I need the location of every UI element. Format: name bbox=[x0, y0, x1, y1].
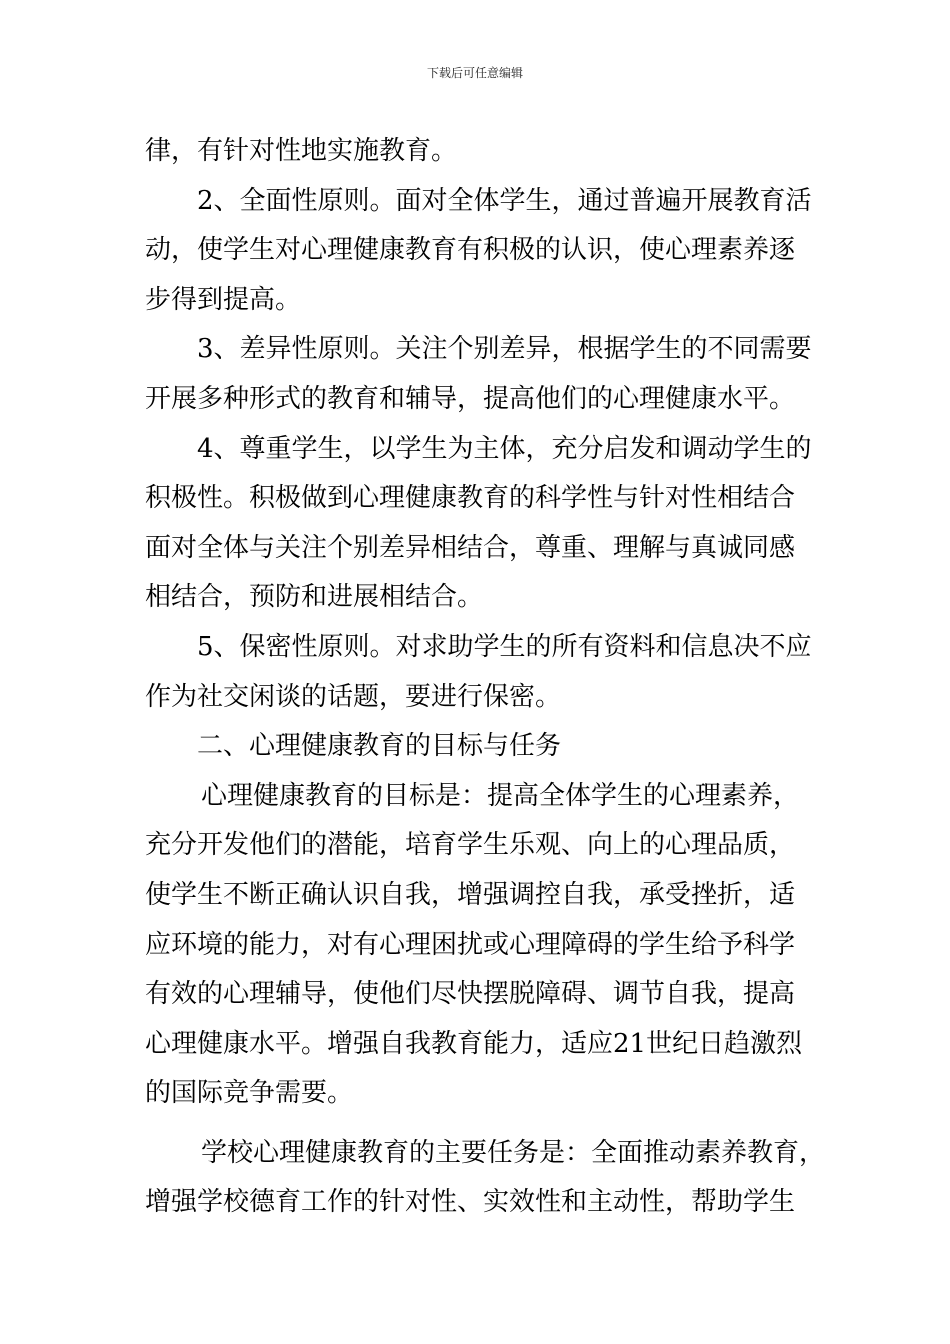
text-line-10: 相结合，预防和进展相结合。 bbox=[145, 582, 484, 613]
text-line-5: 3、差异性原则。关注个别差异，根据学生的不同需要 bbox=[197, 334, 812, 365]
text-line-9: 面对全体与关注个别差异相结合，尊重、理解与真诚同感 bbox=[145, 532, 796, 563]
page-header-note: 下载后可任意编辑 bbox=[426, 66, 523, 80]
text-line-3: 动，使学生对心理健康教育有积极的认识，使心理素养逐 bbox=[145, 235, 796, 266]
text-line-22: 增强学校德育工作的针对性、实效性和主动性，帮助学生 bbox=[145, 1187, 796, 1218]
text-line-2: 2、全面性原则。面对全体学生，通过普遍开展教育活 bbox=[197, 185, 812, 216]
text-line-6: 开展多种形式的教育和辅导，提高他们的心理健康水平。 bbox=[145, 383, 796, 414]
text-line-18: 有效的心理辅导，使他们尽快摆脱障碍、调节自我，提高 bbox=[145, 979, 796, 1010]
text-line-20: 的国际竞争需要。 bbox=[145, 1078, 354, 1109]
text-line-21: 学校心理健康教育的主要任务是：全面推动素养教育， bbox=[201, 1137, 826, 1168]
text-line-15: 充分开发他们的潜能，培育学生乐观、向上的心理品质， bbox=[145, 830, 796, 861]
document-body bbox=[145, 127, 826, 1228]
text-line-4: 步得到提高。 bbox=[145, 284, 302, 315]
text-line-19: 心理健康水平。增强自我教育能力，适应21世纪日趋激烈 bbox=[145, 1028, 803, 1059]
text-line-11: 5、保密性原则。对求助学生的所有资料和信息决不应 bbox=[197, 631, 812, 662]
text-line-17: 应环境的能力，对有心理困扰或心理障碍的学生给予科学 bbox=[145, 929, 796, 960]
text-line-14: 心理健康教育的目标是：提高全体学生的心理素养， bbox=[201, 780, 800, 811]
text-line-12: 作为社交闲谈的话题，要进行保密。 bbox=[145, 681, 562, 712]
text-line-1: 律，有针对性地实施教育。 bbox=[145, 136, 458, 166]
text-line-8: 积极性。积极做到心理健康教育的科学性与针对性相结合 bbox=[145, 483, 796, 514]
text-line-7: 4、尊重学生，以学生为主体，充分启发和调动学生的 bbox=[197, 433, 812, 464]
text-line-16: 使学生不断正确认识自我，增强调控自我，承受挫折，适 bbox=[145, 879, 796, 910]
section-heading: 二、心理健康教育的目标与任务 bbox=[197, 731, 562, 762]
